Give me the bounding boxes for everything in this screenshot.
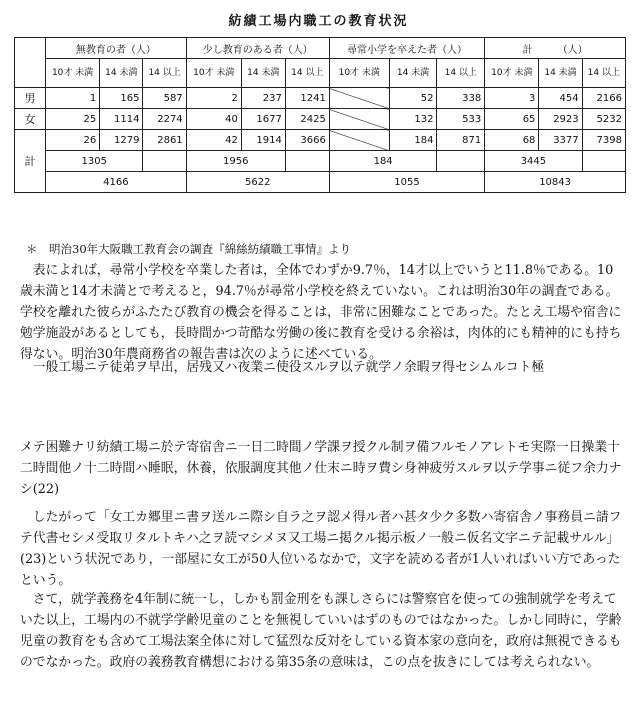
table-cell: 338 <box>437 88 485 109</box>
table-cell: 2923 <box>539 109 582 130</box>
table-cell: 1114 <box>100 109 143 130</box>
group-header: 尋常小学を卒えた者（人） <box>329 38 484 59</box>
table-cell: 533 <box>437 109 485 130</box>
quotation-paragraph: メテ困難ナリ紡績工場ニ於テ寄宿舎ニ一日二時間ノ学課ヲ授クル制ヲ備フルモノアレトモ実際一日操業十二時間他ノ十二時間ハ睡眠，休養，依服調度其他ノ仕末ニ時ヲ費シ身神疲労スルヲ以テ学事ニ従フ余力ナシ(22) <box>20 440 622 497</box>
education-table <box>14 37 626 193</box>
sub-header: 14 未満 <box>100 59 143 88</box>
table-cell: 165 <box>100 88 143 109</box>
sub-header: 14 未満 <box>241 59 285 88</box>
table-cell: 2425 <box>285 109 329 130</box>
total-label: 計 <box>15 130 46 193</box>
table-cell <box>143 151 186 172</box>
table-cell: 25 <box>46 109 100 130</box>
table-cell: 40 <box>186 109 241 130</box>
empty-diagonal-cell <box>329 130 389 151</box>
sub-header: 10才 未満 <box>46 59 100 88</box>
quotation-line: 一般工場ニテ徒弟ヲ早出，居残又ハ夜業ニ使役スルヲ以テ就学ノ余暇ヲ得セシムルコト極 <box>32 360 545 375</box>
subtotal-cell: 184 <box>329 151 437 172</box>
body-paragraph: 表によれば，尋常小学校を卒業した者は，全体でわずか9.7％，14才以上でいうと11.8％である。10歳未満と14才未満とで考えると，94.7％が尋常小学校を終えていない。これは明治30年の調査である。学校を離れた彼らがふたたび教育の機会を得ることは，非常に困難なことであった。たとえ工場や宿舎に勉学施設があるとしても，長時間かつ苛酷な労働の後に教育を受ける余裕は，肉体的にも精神的にも持ち得ない。明治30年農商務省の報告書は次のように述べている。 <box>20 263 622 362</box>
table-title: 紡績工場内職工の教育状況 <box>228 14 409 29</box>
sub-header: 14 以上 <box>582 59 625 88</box>
empty-diagonal-cell <box>329 88 389 109</box>
sub-header: 14 以上 <box>437 59 485 88</box>
table-cell: 1279 <box>100 130 143 151</box>
table-cell: 1677 <box>241 109 285 130</box>
table-cell: 587 <box>143 88 186 109</box>
table-cell: 42 <box>186 130 241 151</box>
subtotal-cell: 1956 <box>186 151 285 172</box>
table-cell: 7398 <box>582 130 625 151</box>
table-cell: 2166 <box>582 88 625 109</box>
table-cell: 1914 <box>241 130 285 151</box>
table-row <box>15 172 626 193</box>
grand-total-cell: 10843 <box>485 172 626 193</box>
table-cell: 237 <box>241 88 285 109</box>
table-cell: 3666 <box>285 130 329 151</box>
table-cell: 5232 <box>582 109 625 130</box>
table-cell: 52 <box>389 88 437 109</box>
table-cell: 2 <box>186 88 241 109</box>
sub-header: 14 未満 <box>389 59 437 88</box>
table-cell: 3377 <box>539 130 582 151</box>
table-cell: 2861 <box>143 130 186 151</box>
table-row <box>15 151 626 172</box>
body-paragraph: さて，就学義務を4年制に統一し，しかも罰金刑をも課しさらには警察官を使っての強制就学を考えていた以上，工場内の不就学学齢児童のことを無視していいはずのものではなかった。しかし同時に，学齢児童の教育をも含めて工場法案全体に対して猛烈な反対をしている資本家の意向を，政府は無視できるものでなかった。政府の義務教育構想における第35条の意味は，この点を抜きにしては考えられない。 <box>20 592 622 670</box>
group-header: 少し教育のある者（人） <box>186 38 329 59</box>
sub-header: 14 以上 <box>285 59 329 88</box>
grand-total-cell: 4166 <box>46 172 187 193</box>
sub-header: 14 未満 <box>539 59 582 88</box>
table-cell: 2274 <box>143 109 186 130</box>
sub-header: 10才 未満 <box>329 59 389 88</box>
table-cell: 68 <box>485 130 539 151</box>
table-cell: 454 <box>539 88 582 109</box>
table-source-note: ＊ 明治30年大阪職工教育会の調査『綿絲紡績職工事情』より <box>26 242 352 256</box>
group-header: 計 （人） <box>485 38 626 59</box>
empty-diagonal-cell <box>329 109 389 130</box>
group-header: 無教育の者（人） <box>46 38 187 59</box>
sub-header: 14 以上 <box>143 59 186 88</box>
row-label: 女 <box>15 109 46 130</box>
table-row <box>15 109 626 130</box>
table-cell: 1241 <box>285 88 329 109</box>
grand-total-cell: 1055 <box>329 172 484 193</box>
table-cell <box>582 151 625 172</box>
corner-cell <box>15 38 46 88</box>
table-cell: 3 <box>485 88 539 109</box>
subtotal-cell: 3445 <box>485 151 582 172</box>
table-cell: 65 <box>485 109 539 130</box>
table-cell: 26 <box>46 130 100 151</box>
table-cell: 132 <box>389 109 437 130</box>
table-row <box>15 130 626 151</box>
body-paragraph: したがって「女工カ郷里ニ書ヲ送ルニ際シ自ラ之ヲ認メ得ル者ハ甚タ少ク多数ハ寄宿舎ノ事務員ニ請フテ代書セシメ受取リタルトキハ之ヲ読マシメヌ又工場ニ掲クル掲示板ノ一般ニ仮名文字ニテ記載サルル」(23)という状況であり，一部屋に女工が50人位いるなかで，文字を読める者が1人いればいい方であったという。 <box>20 510 622 588</box>
sub-header: 10才 未満 <box>485 59 539 88</box>
sub-header: 10才 未満 <box>186 59 241 88</box>
table-cell <box>285 151 329 172</box>
table-cell: 1 <box>46 88 100 109</box>
subtotal-cell: 1305 <box>46 151 143 172</box>
grand-total-cell: 5622 <box>186 172 329 193</box>
table-cell: 871 <box>437 130 485 151</box>
table-row <box>15 88 626 109</box>
row-label: 男 <box>15 88 46 109</box>
table-cell: 184 <box>389 130 437 151</box>
table-cell <box>437 151 485 172</box>
